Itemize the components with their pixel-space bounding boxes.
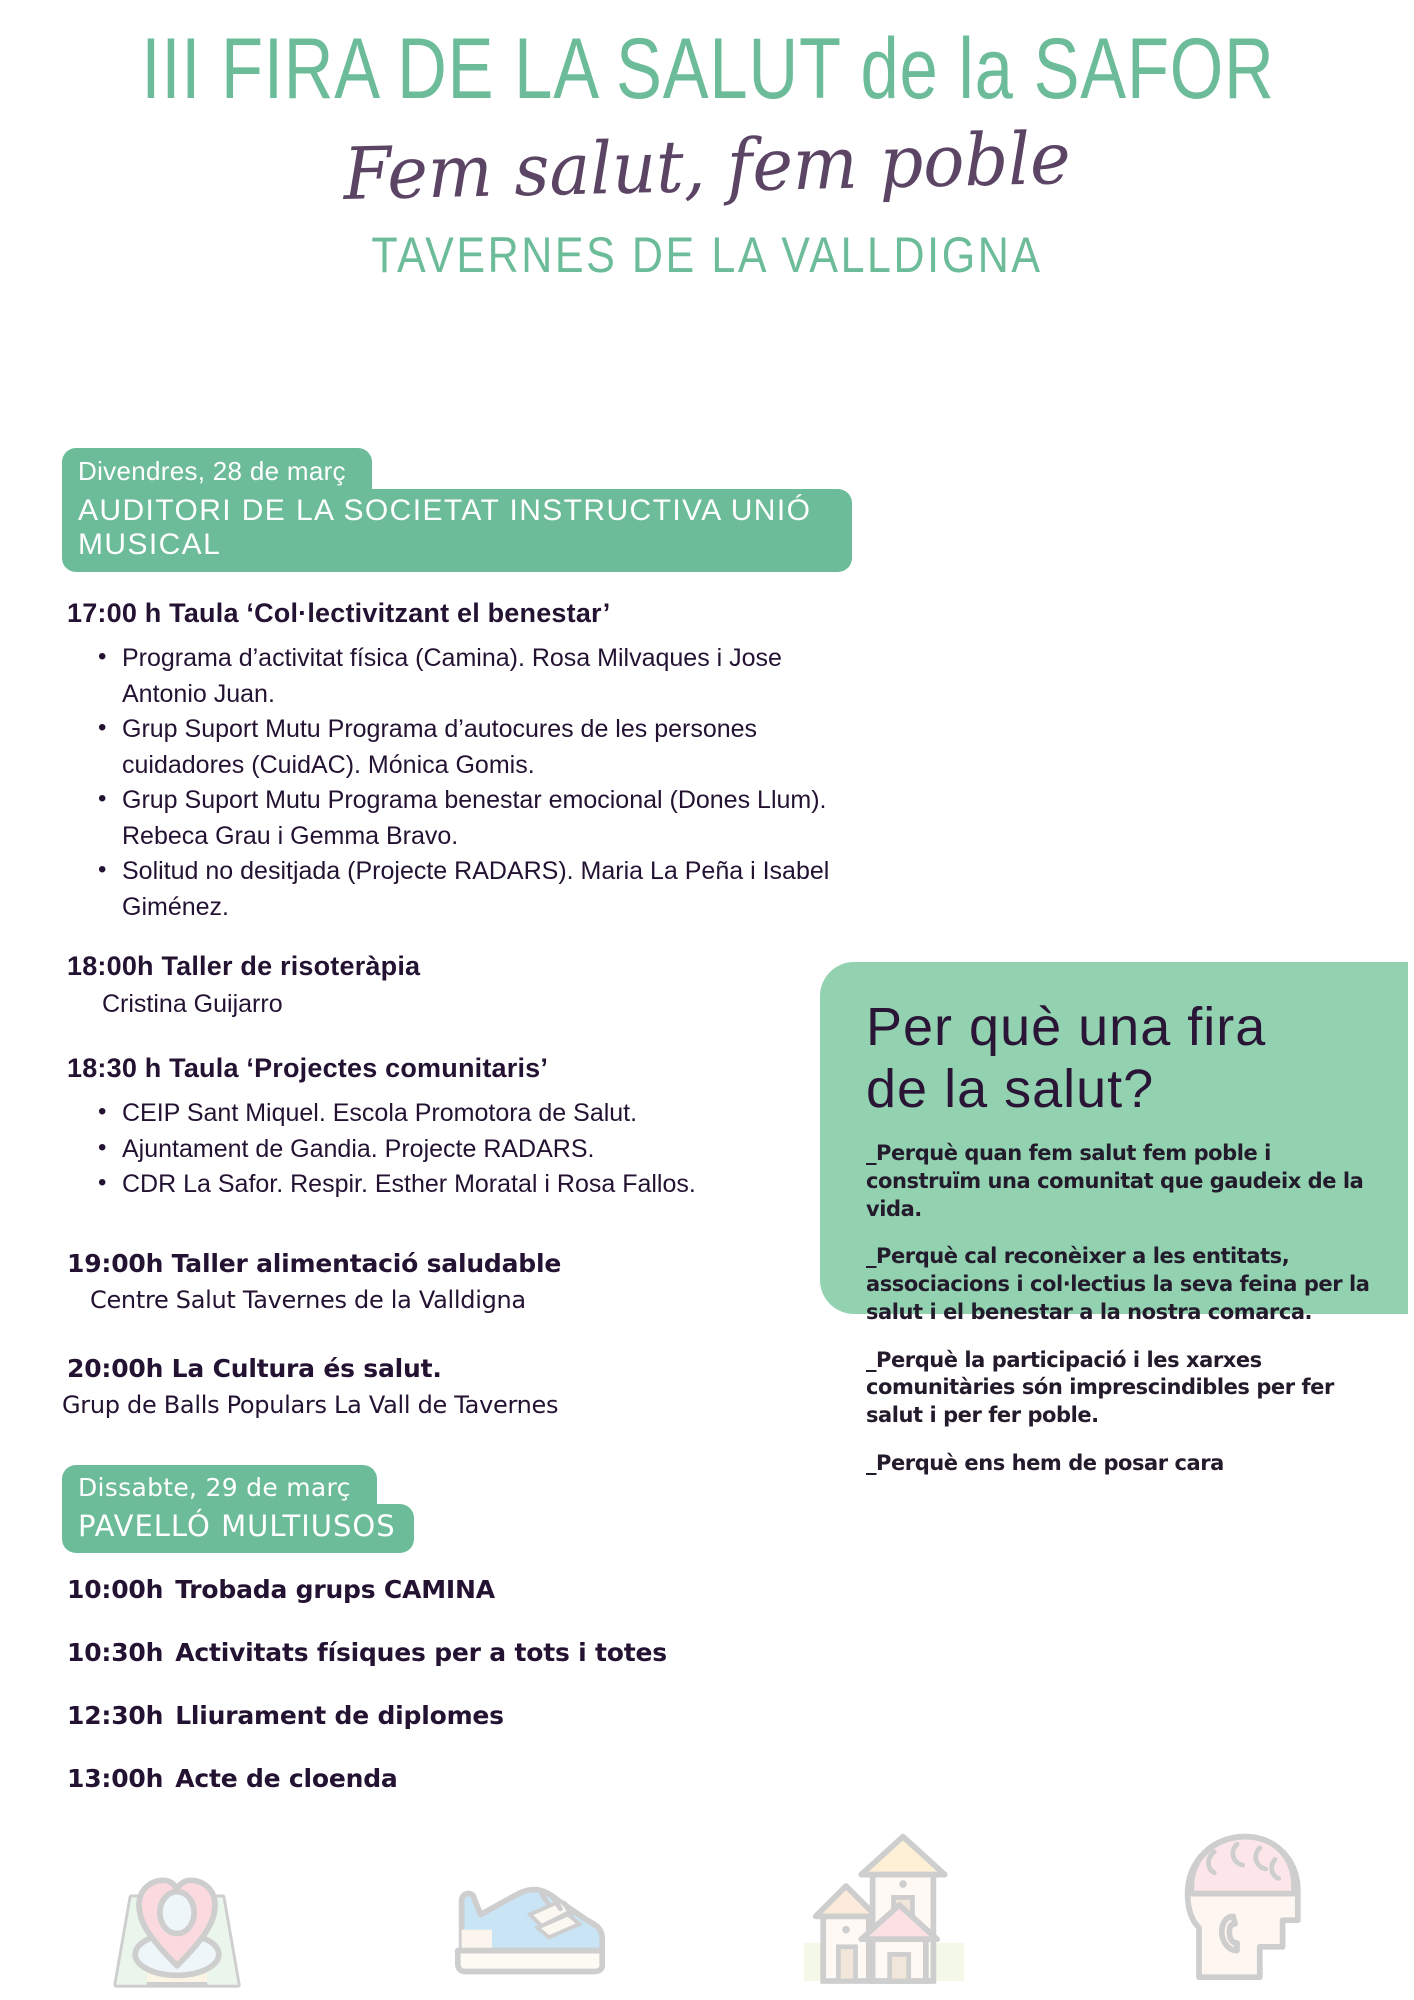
saturday-item [67,1638,852,1667]
head-brain-icon [1142,1810,1332,2000]
poster-header [0,0,1414,284]
program-bullet-list [96,641,852,925]
saturday-item-time: 12:30h [67,1700,164,1730]
friday-venue-label: AUDITORI DE LA SOCIETAT INSTRUCTIVA UNIÓ MUSICAL [62,489,852,572]
saturday-banner [62,1465,852,1553]
program-subtext: Cristina Guijarro [102,990,283,1018]
why-box-paragraph: _Perquè ens hem de posar cara [866,1450,1224,1475]
saturday-item-activity: Trobada grups CAMINA [175,1574,495,1604]
list-item: • CDR La Safor. Respir. Esther Moratal i Rosa Fallos. [96,1167,852,1203]
program-heading: 19:00h Taller alimentació saludable [67,1248,562,1278]
poster-slogan: Fem salut, fem poble [342,115,1072,217]
program-heading: 20:00h La Cultura és salut. [67,1353,442,1383]
why-box-paragraph: _Perquè cal reconèixer a les entitats, associacions i col·lectius la seva feina per la salut i el benestar a la nostra comarca. [866,1244,1370,1324]
why-health-fair-box [820,962,1408,1475]
program-heading: 18:00h Taller de risoteràpia [67,951,421,981]
why-box-title-line2: de la salut? [866,1059,1155,1120]
friday-banner [62,448,852,572]
why-box-title-line1: Per què una fira [866,997,1267,1057]
page-title: III FIRA DE LA SALUT de la SAFOR [141,21,1275,117]
saturday-item-time: 10:00h [67,1574,164,1604]
saturday-day-label: Dissabte, 29 de març [62,1465,377,1508]
why-box-paragraph: _Perquè quan fem salut fem poble i construïm una comunitat que gaudeix de la vida. [866,1141,1364,1221]
saturday-item-activity: Activitats físiques per a tots i totes [175,1637,667,1667]
saturday-item-time: 13:00h [67,1763,164,1793]
program-subtext: Grup de Balls Populars La Vall de Tavernes [62,1390,559,1419]
saturday-item [67,1701,852,1730]
list-item: • Programa d’activitat física (Camina). Rosa Milvaques i Jose Antonio Juan. [96,641,852,712]
saturday-venue-label: PAVELLÓ MULTIUSOS [62,1504,414,1553]
list-item: • Grup Suport Mutu Programa benestar emocional (Dones Llum). Rebeca Grau i Gemma Bravo. [96,783,852,854]
program-bullet-list [96,1096,852,1203]
why-box-paragraph: _Perquè la participació i les xarxes comunitàries són imprescindibles per fer salut i per fer poble. [866,1347,1334,1427]
list-item: • Grup Suport Mutu Programa d’autocures de les persones cuidadores (CuidAC). Mónica Gomis. [96,712,852,783]
houses-icon [789,1810,979,2000]
sneaker-icon [435,1810,625,2000]
poster-town: TAVERNES DE LA VALLDIGNA [371,227,1043,283]
program-heading: 17:00 h Taula ‘Col·lectivitzant el benestar’ [67,598,611,628]
program-heading: 18:30 h Taula ‘Projectes comunitaris’ [67,1053,549,1083]
program-subtext: Centre Salut Tavernes de la Valldigna [90,1285,526,1314]
friday-day-label: Divendres, 28 de març [62,448,372,493]
list-item: • CEIP Sant Miquel. Escola Promotora de Salut. [96,1096,852,1132]
map-heart-pin-icon [82,1810,272,2000]
list-item: • Solitud no desitjada (Projecte RADARS). Maria La Peña i Isabel Giménez. [96,854,852,925]
program-column [62,448,852,1827]
footer-icon-row [0,1770,1414,2000]
saturday-item-activity: Acte de cloenda [175,1763,398,1793]
saturday-item-time: 10:30h [67,1637,164,1667]
list-item: • Ajuntament de Gandia. Projecte RADARS. [96,1132,852,1168]
saturday-item-activity: Lliurament de diplomes [175,1700,504,1730]
why-box-title [866,996,1378,1120]
saturday-item [67,1575,852,1604]
